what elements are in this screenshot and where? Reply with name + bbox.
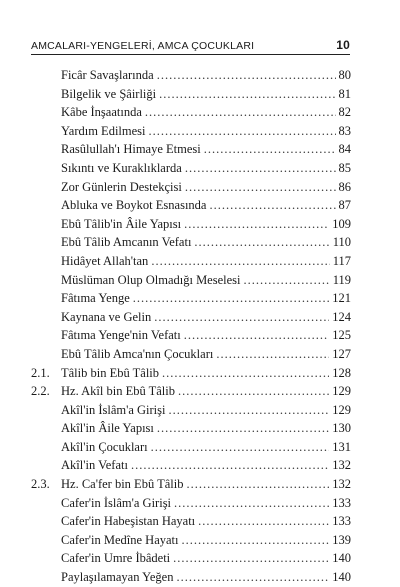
toc-entry-page: 132 [332, 477, 351, 492]
toc-entry[interactable] [31, 215, 351, 234]
toc-entry[interactable] [31, 512, 351, 531]
dot-leader [194, 233, 329, 252]
toc-entry-title: Ficâr Savaşlarında [61, 68, 154, 82]
toc-entry-page: 139 [332, 532, 351, 547]
toc-entry[interactable] [31, 122, 351, 141]
toc-entry[interactable] [31, 271, 351, 290]
toc-entry-title: Sıkıntı ve Kuraklıklarda [61, 160, 182, 175]
toc-entry-page: 121 [332, 291, 351, 306]
dot-leader [209, 196, 335, 215]
dot-leader [162, 364, 329, 383]
toc-entry-page: 140 [332, 570, 351, 585]
dot-leader [184, 326, 330, 345]
toc-entry-title: Paylaşılamayan Yeğen [61, 570, 174, 585]
toc-entry-page: 82 [338, 105, 351, 120]
dot-leader [178, 382, 329, 401]
dot-leader [174, 494, 329, 513]
toc-entry-page: 119 [332, 272, 351, 287]
dot-leader [151, 438, 330, 457]
toc-entry-title: Akîl'in Çocukları [61, 439, 148, 454]
toc-entry-title: Akîl'in Vefatı [61, 458, 128, 473]
toc-entry-title: Ebû Tâlib Amca'nın Çocukları [61, 346, 214, 361]
toc-entry-title: Hidâyet Allah'tan [61, 253, 149, 268]
dot-leader [184, 215, 329, 234]
toc-entry-title: Bilgelik ve Şâirliği [61, 86, 157, 101]
toc-entry-page: 132 [332, 458, 351, 473]
toc-entry[interactable] [31, 326, 351, 345]
toc-section-number: 2.1. [31, 365, 50, 380]
dot-leader [173, 549, 329, 568]
dot-leader [204, 140, 336, 159]
toc-section-number: 2.2. [31, 384, 50, 399]
dot-leader [198, 512, 329, 531]
toc-entry-page: 80 [338, 68, 351, 82]
toc-entry-title: Rasûlullah'ı Himaye Etmesi [61, 142, 201, 157]
toc-entry-page: 129 [332, 384, 351, 399]
toc-entry[interactable] [31, 66, 351, 85]
toc-section-number: 2.3. [31, 477, 50, 492]
toc-entry-title: Ebû Tâlib'in Âile Yapısı [61, 216, 182, 231]
toc-entry[interactable] [31, 345, 351, 364]
toc-entry-page: 87 [338, 198, 351, 213]
dot-leader [151, 252, 329, 271]
toc-entry-title: Cafer'in Medîne Hayatı [61, 532, 179, 547]
page-number: 10 [336, 38, 350, 52]
toc-entry-title: Fâtıma Yenge'nin Vefatı [61, 328, 181, 343]
toc-entry-title: Cafer'in İslâm'a Girişi [61, 495, 172, 510]
toc-entry[interactable] [31, 382, 351, 401]
dot-leader [154, 308, 329, 327]
toc-entry-title: Abluka ve Boykot Esnasında [61, 198, 207, 213]
toc-entry-title: Akîl'in İslâm'a Girişi [61, 402, 166, 417]
toc-entry-title: Ebû Tâlib Amcanın Vefatı [61, 235, 192, 250]
toc-entry-page: 129 [332, 402, 351, 417]
toc-entry-page: 130 [332, 421, 351, 436]
dot-leader [133, 289, 330, 308]
toc-entry-page: 86 [338, 179, 351, 194]
toc-entry[interactable] [31, 196, 351, 215]
toc-entry[interactable] [31, 475, 351, 494]
dot-leader [244, 271, 330, 290]
toc-entry[interactable] [31, 456, 351, 475]
running-header [31, 38, 350, 52]
dot-leader [157, 66, 336, 85]
dot-leader [159, 85, 335, 104]
dot-leader [169, 401, 330, 420]
toc-entry[interactable] [31, 85, 351, 104]
header-title: AMCALARI-YENGELERİ, AMCA ÇOCUKLARI [31, 40, 255, 52]
toc-entry-title: Hz. Akîl bin Ebû Tâlib [61, 384, 175, 399]
toc-entry-page: 128 [332, 365, 351, 380]
dot-leader [145, 103, 336, 122]
toc-entry-page: 133 [332, 514, 351, 529]
dot-leader [157, 419, 329, 438]
toc-entry-title: Cafer'in Habeşistan Hayatı [61, 514, 196, 529]
toc-entry[interactable] [31, 178, 351, 197]
toc-entry[interactable] [31, 419, 351, 438]
toc-entry[interactable] [31, 531, 351, 550]
toc-entry-page: 133 [332, 495, 351, 510]
toc-entry[interactable] [31, 140, 351, 159]
dot-leader [216, 345, 329, 364]
dot-leader [131, 456, 329, 475]
table-of-contents [31, 66, 351, 587]
toc-entry-title: Yardım Edilmesi [61, 123, 146, 138]
toc-entry-page: 84 [338, 142, 351, 157]
dot-leader [185, 159, 336, 178]
toc-entry-title: Akîl'in Âile Yapısı [61, 421, 154, 436]
header-rule [31, 54, 350, 55]
toc-entry-title: Cafer'in Umre İbâdeti [61, 551, 171, 566]
toc-entry-title: Müslüman Olup Olmadığı Meselesi [61, 272, 241, 287]
toc-entry-page: 140 [332, 551, 351, 566]
toc-entry[interactable] [31, 159, 351, 178]
dot-leader [186, 475, 329, 494]
toc-entry-title: Fâtıma Yenge [61, 291, 130, 306]
toc-entry[interactable] [31, 308, 351, 327]
toc-entry-page: 110 [332, 235, 351, 250]
toc-entry[interactable] [31, 401, 351, 420]
toc-entry[interactable] [31, 494, 351, 513]
toc-entry-title: Tâlib bin Ebû Tâlib [61, 365, 160, 380]
toc-entry[interactable] [31, 549, 351, 568]
toc-entry[interactable] [31, 438, 351, 457]
toc-entry-page: 117 [332, 253, 351, 268]
toc-entry-page: 131 [332, 439, 351, 454]
toc-entry-page: 109 [332, 216, 351, 231]
dot-leader [149, 122, 336, 141]
toc-entry[interactable] [31, 364, 351, 383]
toc-entry[interactable] [31, 233, 351, 252]
dot-leader [182, 531, 330, 550]
toc-entry-title: Kâbe İnşaatında [61, 105, 142, 120]
dot-leader [185, 178, 336, 197]
toc-entry-title: Hz. Ca'fer bin Ebû Tâlib [61, 477, 184, 492]
toc-entry-page: 124 [332, 309, 351, 324]
toc-entry-title: Zor Günlerin Destekçisi [61, 179, 182, 194]
toc-entry-page: 81 [338, 86, 351, 101]
toc-entry-page: 125 [332, 328, 351, 343]
toc-entry[interactable] [31, 252, 351, 271]
toc-entry-title: Kaynana ve Gelin [61, 309, 152, 324]
toc-entry[interactable] [31, 103, 351, 122]
toc-entry-page: 127 [332, 346, 351, 361]
toc-entry[interactable] [31, 289, 351, 308]
toc-entry-page: 83 [338, 123, 351, 138]
toc-entry-page: 85 [338, 160, 351, 175]
